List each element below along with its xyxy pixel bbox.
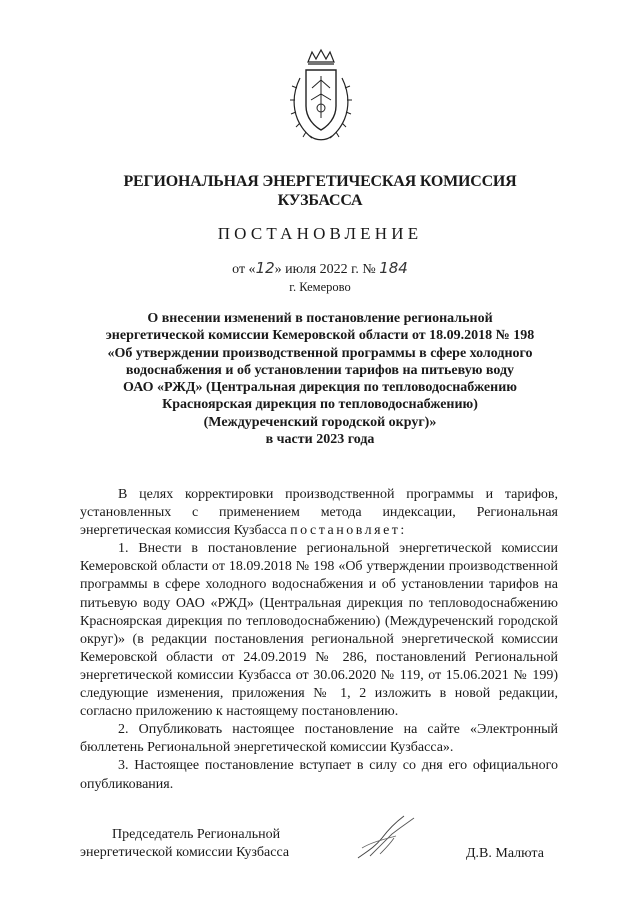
org-title-line2: КУЗБАССА — [277, 192, 363, 209]
document-subject — [82, 310, 558, 448]
signatory-position — [80, 826, 289, 862]
intro-text: В целях корректировки производственной программы и тарифов, установленных с применением метода индексации, Региональная энергетическая комиссия Кузбасса — [80, 487, 558, 539]
document-body — [80, 486, 558, 794]
subject-line: водоснабжения и об установлении тарифов на питьевую воду — [125, 362, 515, 378]
item-1-paragraph: 1. Внести в постановление региональной энергетической комиссии Кемеровской области от 18.09.2018 № 198 «Об утверждении производственной программы в сфере холодного водоснабжения и об установлении тарифов на питьевую воду ОАО «РЖД» (Центральная дирекция по тепловодоснабжению Красноярская дирекция по тепловодоснабжению) (Междуреченский городской округ)» (в редакции постановления региональной энергетической комиссии Кемеровской области от 24.09.2019 № 286, постановлений Региональной энергетической комиссии Кузбасса от 30.06.2020 № 119, от 15.06.2021 № 199) следующие изменения, приложения № 1, 2 изложить в новой редакции, согласно приложению к настоящему постановлению. — [80, 541, 558, 720]
item-2-paragraph: 2. Опубликовать настоящее постановление на сайте «Электронный бюллетень Региональной энергетической комиссии Кузбасса». — [80, 722, 558, 756]
subject-line: энергетической комиссии Кемеровской области от 18.09.2018 № 198 — [105, 328, 535, 344]
item-3-paragraph: 3. Настоящее постановление вступает в силу со дня его официального опубликования. — [80, 758, 558, 792]
org-title-line1: РЕГИОНАЛЬНАЯ ЭНЕРГЕТИЧЕСКАЯ КОМИССИЯ — [123, 173, 517, 190]
subject-line: в части 2023 года — [265, 432, 375, 448]
position-line2: энергетической комиссии Кузбасса — [80, 845, 290, 860]
position-line1: Председатель Региональной — [112, 827, 281, 842]
organization-title — [60, 172, 580, 210]
coat-of-arms-icon — [286, 48, 356, 146]
date-line — [60, 259, 580, 278]
handwritten-signature — [352, 808, 430, 864]
date-mid: » июля 2022 г. № — [274, 262, 380, 277]
subject-line: О внесении изменений в постановление региональной — [147, 311, 493, 326]
city: г. Кемерово — [289, 280, 351, 294]
resolves-word: постановляет: — [290, 523, 407, 539]
signatory-name: Д.В. Малюта — [466, 846, 544, 861]
subject-line: ОАО «РЖД» (Центральная дирекция по тепловодоснабжению — [123, 380, 517, 396]
subject-line: (Междуреченский городской округ)» — [203, 414, 437, 430]
intro-paragraph — [80, 486, 558, 540]
subject-line: Красноярская дирекция по тепловодоснабжению) — [162, 397, 478, 413]
document-type: ПОСТАНОВЛЕНИЕ — [217, 224, 423, 243]
handwritten-day: 12 — [255, 259, 275, 277]
date-prefix: от « — [232, 262, 256, 277]
subject-line: «Об утверждении производственной программы в сфере холодного — [107, 345, 533, 361]
handwritten-number: 184 — [379, 259, 408, 277]
